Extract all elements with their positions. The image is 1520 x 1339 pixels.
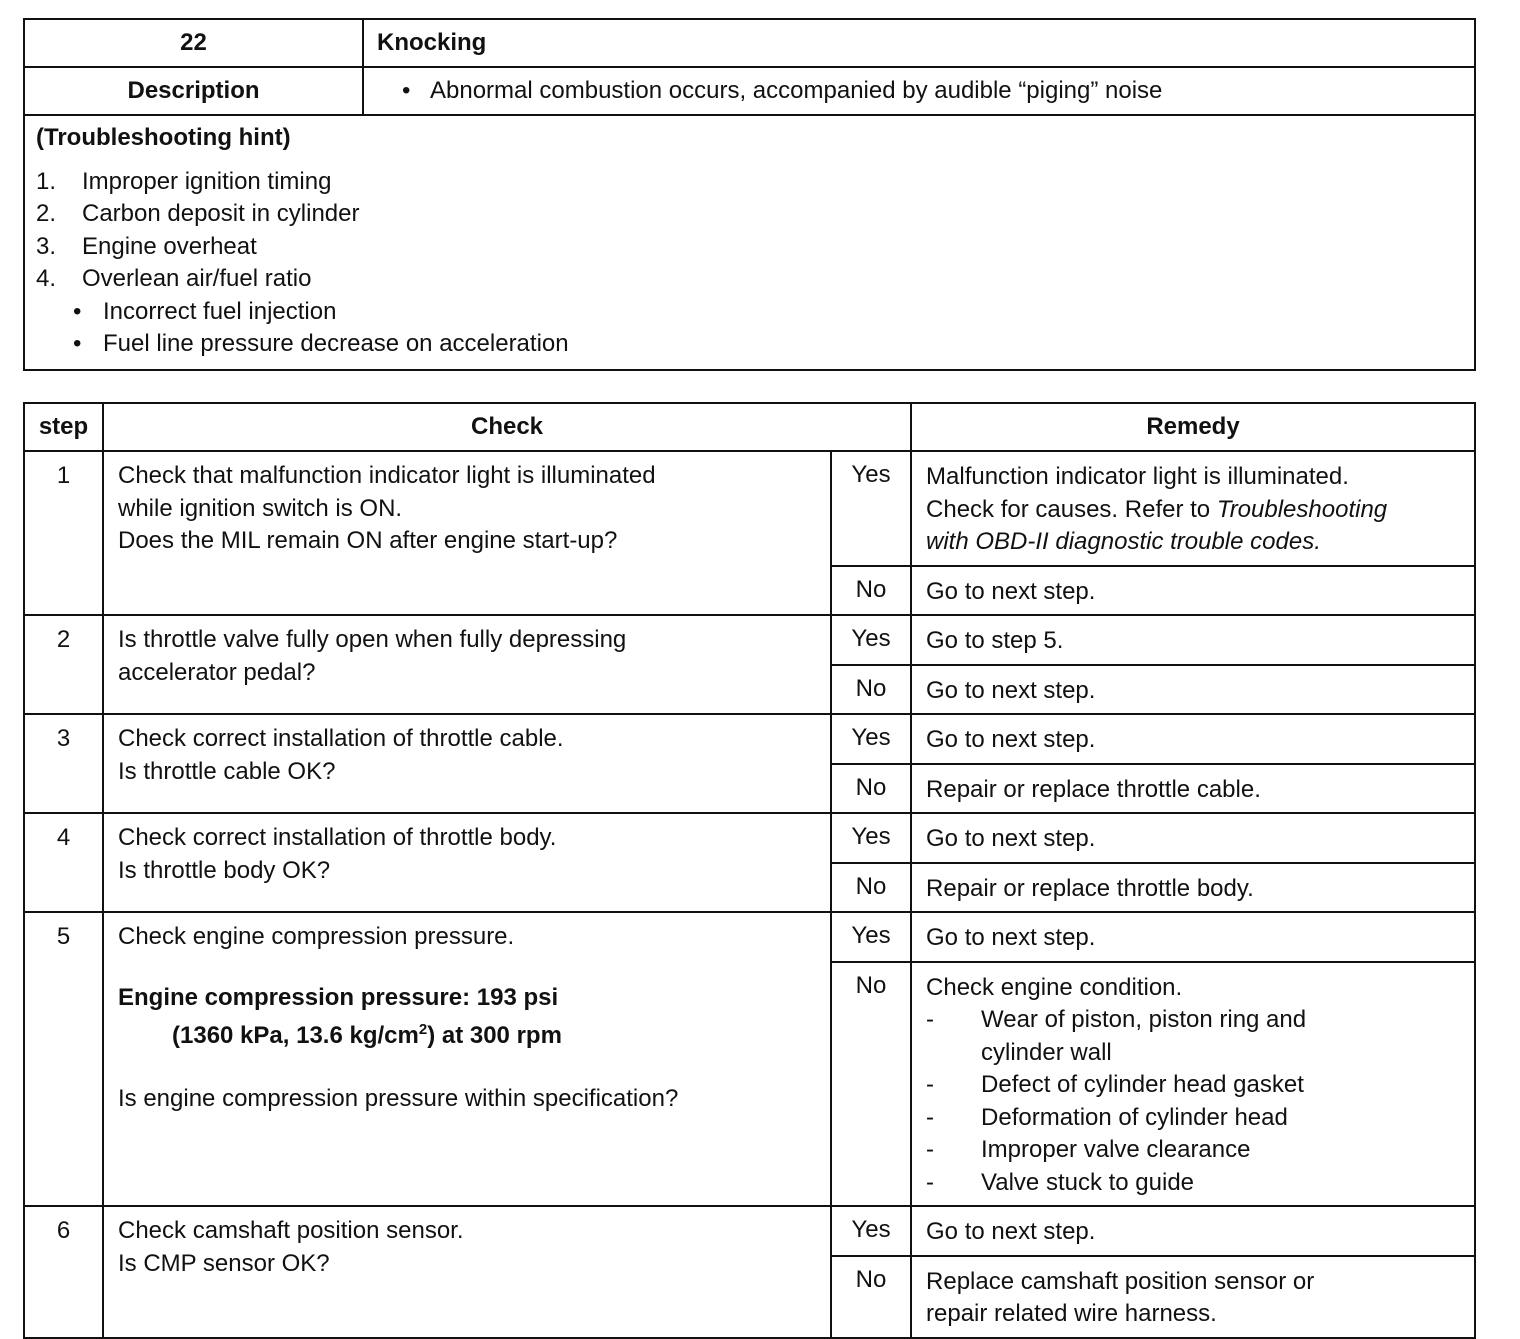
bullet-icon: •	[73, 297, 82, 325]
step-header: step	[24, 403, 103, 451]
table-row	[24, 615, 1475, 665]
diagnostic-steps-table	[23, 402, 1476, 1339]
table-row	[24, 1206, 1475, 1256]
table-row	[24, 714, 1475, 764]
check-cell: Check camshaft position sensor. Is CMP sensor OK?	[103, 1206, 831, 1338]
remedy-cell: Go to next step.	[911, 1206, 1475, 1256]
no-answer: No	[831, 566, 911, 616]
yes-answer: Yes	[831, 615, 911, 665]
remedy-cell: Repair or replace throttle cable.	[911, 764, 1475, 814]
compression-spec: Engine compression pressure: 193 psi (1360 kPa, 13.6 $kg/cm^2$) at 300 rpm	[118, 983, 562, 1049]
hint-sub-item: • Fuel line pressure decrease on acceleration	[36, 328, 1464, 361]
symptom-info-table	[23, 18, 1476, 371]
remedy-cell: Malfunction indicator light is illuminated. Check for causes. Refer to Troubleshooting with OBD-II diagnostic trouble codes.	[911, 451, 1475, 566]
no-answer: No	[831, 665, 911, 715]
remedy-cell: Go to step 5.	[911, 615, 1475, 665]
remedy-cell: Go to next step.	[911, 665, 1475, 715]
list-item: - Wear of piston, piston ring and	[926, 1006, 1307, 1033]
remedy-cell: Go to next step.	[911, 813, 1475, 863]
list-item: - Deformation of cylinder head	[926, 1103, 1288, 1131]
check-cell: Check correct installation of throttle cable. Is throttle cable OK?	[103, 714, 831, 813]
bullet-icon: •	[73, 330, 82, 357]
symptom-title: Knocking	[363, 19, 1475, 67]
check-cell: Check engine compression pressure. Engine compression pressure: 193 psi (1360 kPa, 13.6 $kg/cm^2$) at 300 rpm Is engine compression pressure within specification?	[103, 912, 831, 1206]
list-item: - Defect of cylinder head gasket	[926, 1071, 1304, 1098]
hint-title: (Troubleshooting hint)	[36, 124, 291, 151]
list-item: - Improper valve clearance	[926, 1136, 1251, 1163]
hint-item: 2. Carbon deposit in cylinder	[36, 200, 360, 227]
yes-answer: Yes	[831, 451, 911, 566]
yes-answer: Yes	[831, 1206, 911, 1256]
yes-answer: Yes	[831, 813, 911, 863]
yes-answer: Yes	[831, 912, 911, 962]
table-row	[24, 813, 1475, 863]
troubleshooting-hint-cell	[24, 115, 1475, 370]
remedy-cell: Go to next step.	[911, 912, 1475, 962]
yes-answer: Yes	[831, 714, 911, 764]
no-answer: No	[831, 863, 911, 913]
symptom-header-row	[24, 19, 1475, 67]
remedy-cell: Repair or replace throttle body.	[911, 863, 1475, 913]
list-item: - Valve stuck to guide	[926, 1168, 1195, 1196]
step-number: 1	[24, 451, 103, 615]
hint-sub-item: • Incorrect fuel injection	[36, 296, 1464, 329]
description-cell	[363, 67, 1475, 115]
remedy-cell: Go to next step.	[911, 714, 1475, 764]
check-header: Check	[103, 403, 911, 451]
step-number: 3	[24, 714, 103, 813]
check-cell: Check that malfunction indicator light is illuminated while ignition switch is ON. Does the MIL remain ON after engine start-up?	[103, 451, 831, 615]
remedy-cell: Check engine condition. - Wear of piston, piston ring and cylinder wall - Defect of cylinder head gasket - Deformation of cylinder head - Improper valve clearance - Valve stuck to guide	[911, 962, 1475, 1207]
symptom-number: 22	[24, 19, 363, 67]
no-answer: No	[831, 1256, 911, 1338]
description-text: Abnormal combustion occurs, accompanied by audible “piging” noise	[430, 77, 1163, 104]
hint-item: 3. Engine overheat	[36, 232, 257, 260]
hint-item: 1. Improper ignition timing	[36, 167, 332, 195]
remedy-header: Remedy	[911, 403, 1475, 451]
step-number: 2	[24, 615, 103, 714]
hint-item: 4. Overlean air/fuel ratio	[36, 265, 312, 292]
step-number: 4	[24, 813, 103, 912]
hint-row	[24, 115, 1475, 370]
table-row	[24, 912, 1475, 962]
check-cell: Is throttle valve fully open when fully depressing accelerator pedal?	[103, 615, 831, 714]
step-number: 5	[24, 912, 103, 1206]
description-label: Description	[24, 67, 363, 115]
table-header-row	[24, 403, 1475, 451]
remedy-cell: Go to next step.	[911, 566, 1475, 616]
remedy-cell: Replace camshaft position sensor or repair related wire harness.	[911, 1256, 1475, 1338]
table-row	[24, 451, 1475, 566]
no-answer: No	[831, 962, 911, 1207]
description-row	[24, 67, 1475, 115]
step-number: 6	[24, 1206, 103, 1338]
no-answer: No	[831, 764, 911, 814]
check-cell: Check correct installation of throttle body. Is throttle body OK?	[103, 813, 831, 912]
bullet-icon: •	[402, 77, 411, 104]
